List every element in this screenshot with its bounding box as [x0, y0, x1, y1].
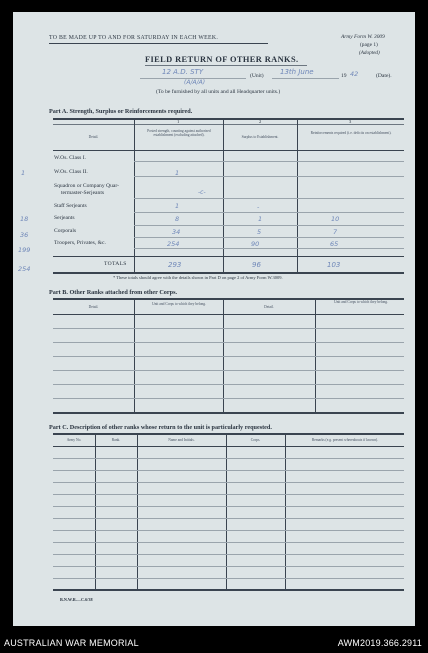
- grid-row-6: [134, 237, 404, 238]
- part-c-row-4: [53, 494, 404, 495]
- col-num-2: 2: [259, 119, 262, 124]
- row-staff-serjeants: Staff Serjeants: [54, 203, 87, 209]
- row-cqms-1: Squadron or Company Quar-: [54, 183, 119, 189]
- part-a-col-divider-1: [134, 118, 135, 273]
- reinf-sjt: 10: [331, 215, 340, 223]
- title-underline: [145, 65, 307, 66]
- handwritten-unit-sub: (A/A/A): [184, 79, 206, 86]
- strength-staff-sjt: 1: [175, 202, 180, 210]
- grid-row-1: [134, 161, 404, 162]
- col-head-detail: Detail.: [88, 135, 99, 139]
- surplus-staff-sjt: -: [257, 203, 260, 211]
- part-a-top-rule: [53, 118, 404, 120]
- part-c-row-3: [53, 482, 404, 483]
- part-a-footnote: * These totals should agree with the details shown in Part D on page 2 of Army Form W.3009.: [113, 275, 283, 280]
- col-head-surplus: Surplus to Establishment.: [241, 135, 279, 139]
- row-cqms-2: termaster-Serjeants: [61, 190, 105, 196]
- furnish-note: (To be furnished by all units and all Headquarter units.): [156, 89, 281, 95]
- part-b-col-detail-1: Detail.: [88, 305, 99, 309]
- row-wo-class-2: W.Os. Class II.: [54, 169, 88, 175]
- part-a-col-divider-3: [297, 118, 298, 273]
- margin-note-4: 199: [18, 246, 31, 254]
- part-b-col-detail-2: Detail.: [264, 305, 274, 309]
- part-c-col-army-no: Army No.: [66, 438, 82, 442]
- part-b-heading: Part B. Other Ranks attached from other Corps.: [49, 289, 178, 296]
- part-c-heading: Part C. Description of other ranks whose return to the unit is particularly requested.: [49, 424, 272, 431]
- handwritten-unit: 12 A.D. STY: [162, 68, 204, 76]
- reinf-cpl: 7: [333, 228, 338, 236]
- col-head-posted: Posted strength, counting against authorised establishment (excluding attached).: [147, 129, 211, 137]
- row-corporals: Corporals: [54, 228, 77, 234]
- form-adopted: (Adopted): [359, 50, 380, 56]
- grid-row-3: [134, 198, 404, 199]
- part-c-row-6: [53, 518, 404, 519]
- part-a-bottom-rule: [53, 272, 404, 274]
- part-c-col-corps: Corps.: [250, 438, 261, 442]
- part-b-row-5: [53, 384, 404, 385]
- instruction-underline: [49, 43, 268, 44]
- margin-note-5: 254: [18, 265, 31, 273]
- handwritten-year: 42: [350, 70, 359, 78]
- part-c-row-10: [53, 566, 404, 567]
- part-b-header-rule: [53, 314, 404, 315]
- surplus-total: 96: [252, 261, 261, 269]
- part-a-header-rule: [53, 150, 404, 151]
- strength-troopers: 254: [167, 240, 180, 248]
- part-a-col-divider-2: [223, 118, 224, 273]
- row-troopers: Troopers, Privates, &c.: [54, 240, 106, 246]
- grid-row-4: [134, 212, 404, 213]
- col-num-3: 3: [349, 119, 352, 124]
- part-c-col-name: Name and Initials.: [168, 438, 195, 442]
- row-wo-class-1: W.Os. Class I.: [54, 155, 86, 161]
- part-c-col-rank: Rank.: [111, 438, 121, 442]
- grid-row-5: [134, 225, 404, 226]
- margin-note-1: 1: [21, 169, 26, 177]
- unit-dotline: [140, 78, 246, 79]
- col-head-reinforcements: Reinforcements required (i.e. deficits on establishment).: [310, 131, 392, 135]
- margin-note-3: 36: [20, 231, 29, 239]
- part-c-row-9: [53, 554, 404, 555]
- strength-total: 293: [168, 261, 182, 269]
- part-a-numrow-rule: [53, 124, 404, 125]
- part-a-totals-rule: [53, 256, 404, 257]
- col-num-1: 1: [177, 119, 180, 124]
- part-c-top-rule: [53, 433, 404, 435]
- strength-sjt: 8: [175, 215, 180, 223]
- handwritten-date: 13th June: [280, 68, 314, 76]
- part-b-col-unit-1: Unit and Corps to which they belong.: [152, 302, 206, 306]
- part-c-row-1: [53, 458, 404, 459]
- part-a-heading: Part A. Strength, Surplus or Reinforcements required.: [49, 108, 193, 115]
- instruction-line: TO BE MADE UP TO AND FOR SATURDAY IN EACH WEEK.: [49, 35, 219, 41]
- part-c-row-8: [53, 542, 404, 543]
- form-page: (page 1): [360, 42, 378, 48]
- date-dotline: [272, 78, 339, 79]
- part-c-bottom-rule: [53, 589, 404, 591]
- row-serjeants: Serjeants: [54, 215, 75, 221]
- part-c-row-5: [53, 506, 404, 507]
- date-label: (Date).: [376, 73, 392, 79]
- part-c-row-7: [53, 530, 404, 531]
- strength-wo2: 1: [175, 169, 180, 177]
- reinf-total: 103: [327, 261, 341, 269]
- part-b-row-2: [53, 342, 404, 343]
- surplus-cpl: 5: [257, 228, 262, 236]
- strength-cpl: 34: [172, 228, 181, 236]
- part-b-row-1: [53, 328, 404, 329]
- unit-label: (Unit): [250, 73, 264, 79]
- surplus-sjt: 1: [258, 215, 263, 223]
- credit-institution: AUSTRALIAN WAR MEMORIAL: [4, 638, 139, 648]
- form-title: FIELD RETURN OF OTHER RANKS.: [145, 55, 299, 64]
- part-c-header-rule: [53, 446, 404, 447]
- credit-accession-number: AWM2019.366.2911: [337, 638, 422, 648]
- part-c-row-2: [53, 470, 404, 471]
- reinf-cqms: -c-: [198, 189, 206, 196]
- part-b-col-unit-2: Unit and Corps to which they belong.: [334, 300, 388, 304]
- part-b-row-4: [53, 370, 404, 371]
- margin-note-2: 18: [20, 215, 29, 223]
- grid-row-7: [134, 248, 404, 249]
- form-number: Army Form W. 3009: [341, 34, 385, 40]
- part-b-row-3: [53, 356, 404, 357]
- part-c-row-11: [53, 578, 404, 579]
- surplus-troopers: 90: [251, 240, 260, 248]
- reinf-troopers: 65: [330, 240, 339, 248]
- year-prefix: 19: [341, 73, 347, 79]
- part-b-row-6: [53, 398, 404, 399]
- totals-label: TOTALS: [104, 261, 127, 267]
- print-code: B.N.W.R.—C.6/38: [60, 597, 93, 602]
- form-sheet: [13, 12, 415, 626]
- part-c-col-remarks: Remarks (e.g. present whereabouts if known).: [311, 438, 379, 442]
- part-b-bottom-rule: [53, 412, 404, 414]
